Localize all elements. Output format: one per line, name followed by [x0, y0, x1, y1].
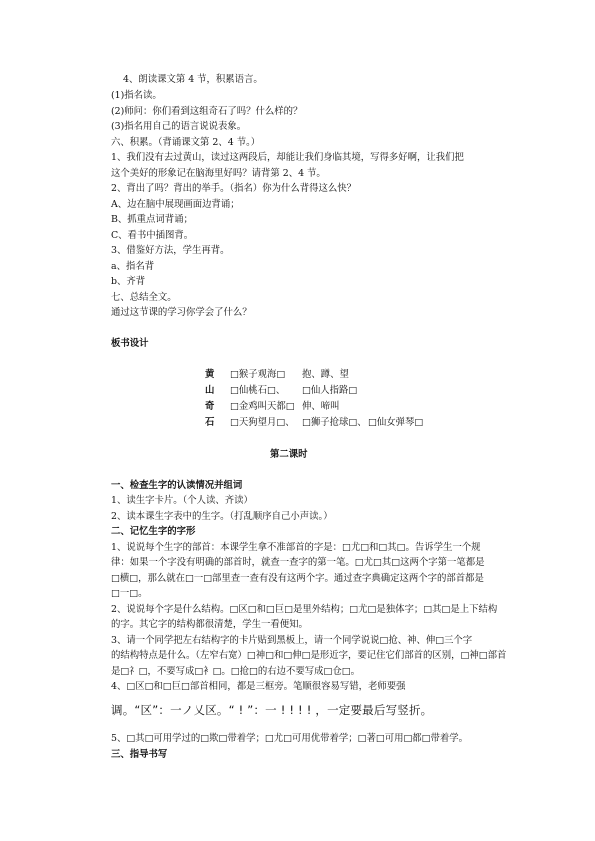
- text-line: 的字。其它字的结构都很清楚，学生一看便知。: [111, 619, 308, 630]
- text-line: 2、说说每个字是什么结构。□区□和□巨□是里外结构；□尤□是独体字；□其□是上下结构: [111, 604, 498, 615]
- text-line: □横□，那么就在□一□部里查一查有没有这两个字。通过查字典确定这两个字的部首都是: [111, 573, 484, 584]
- board-item: □猴子观海□: [230, 369, 286, 380]
- text-line: A、边在脑中展现画面边背诵；: [111, 199, 240, 210]
- board-char: 山: [205, 385, 215, 396]
- board-item: □仙人指路□: [302, 385, 358, 396]
- board-item: □仙桃石□、: [230, 385, 286, 396]
- text-line: 七、总结全文。: [111, 292, 177, 303]
- board-item: □狮子抢球□、: [302, 417, 367, 428]
- text-line: 3、借鉴好方法，学生再背。: [111, 245, 230, 256]
- text-line: 1、说说每个生字的部首：本课学生拿不准部首的字是：□尤□和□其□。告诉学生一个规: [111, 542, 481, 553]
- text-line: 2、背出了吗？背出的举手。（指名）你为什么背得这么快？: [111, 183, 357, 194]
- section-heading: 三、指导书写: [111, 749, 168, 760]
- lesson-title: 第二课时: [270, 449, 308, 460]
- board-item: □天狗望月□、: [230, 417, 295, 428]
- board-title: 板书设计: [111, 338, 149, 349]
- text-line: (2)师问：你们看到这组奇石了吗？什么样的？: [111, 106, 303, 117]
- board-char: 黄: [205, 369, 215, 380]
- text-line: 5、□其□可用学过的□欺□带着学；□尤□可用优带着学；□著□可用□都□带着学。: [111, 733, 469, 744]
- board-char: 石: [205, 417, 215, 428]
- text-line: B、抓重点词背诵；: [111, 214, 193, 225]
- text-line: 律：如果一个字没有明确的部首时，就查一查字的第一笔。□尤□其□这两个字第一笔都是: [111, 557, 485, 568]
- board-char: 奇: [205, 401, 215, 412]
- text-line: 1、我们没有去过黄山，读过这两段后，却能让我们身临其境，写得多好啊，让我们把: [111, 152, 464, 163]
- board-item: □金鸡叫天都□: [230, 401, 295, 412]
- text-line: 是□礻□，不要写成□衤□。□抢□的右边不要写成□仓□。: [111, 666, 360, 677]
- text-line: b、齐背: [111, 276, 146, 287]
- section-heading: 二、记忆生字的字形: [111, 526, 196, 537]
- text-line: 通过这节课的学习你学会了什么？: [111, 307, 252, 318]
- board-item: □仙女弹琴□: [368, 417, 424, 428]
- text-line: (3)指名用自己的语言说说表象。: [111, 121, 247, 132]
- text-line: 4、□区□和□巨□部首相同，都是三框旁。笔顺很容易写错，老师要强: [111, 681, 406, 692]
- text-line: 4、朗读课文第 4 节，积累语言。: [123, 74, 263, 85]
- text-line: C、看书中插图背。: [111, 230, 194, 241]
- board-item: 伸、啼叫: [302, 401, 340, 412]
- text-line: 1、读生字卡片。（个人读、齐读）: [111, 495, 253, 506]
- scanned-line: 调。“区”：一ノ乂区。“ ! ”：一 ! ! ! ! ，一定要最后写竖折。: [111, 703, 433, 717]
- text-line: (1)指名读。: [111, 90, 162, 101]
- text-line: a、指名背: [111, 261, 155, 272]
- text-line: 3、请一个同学把左右结构字的卡片贴到黑板上，请一个同学说说□抢、神、伸□三个字: [111, 635, 473, 646]
- board-item: 抱、蹲、望: [302, 369, 349, 380]
- text-line: 的结构特点是什么。（左窄右宽）□神□和□伸□是形近字，要记住它们部首的区别，□神□部首: [111, 650, 507, 661]
- text-line: 2、读本课生字表中的生字。（打乱顺序自己小声读。）: [111, 511, 333, 522]
- text-line: 六、积累。（背诵课文第 2、4 节。）: [111, 137, 261, 148]
- text-line: □一□。: [111, 588, 148, 599]
- section-heading: 一、检查生字的认读情况并组词: [111, 480, 243, 491]
- text-line: 这个美好的形象记在脑海里好吗？请背第 2、4 节。: [111, 168, 326, 179]
